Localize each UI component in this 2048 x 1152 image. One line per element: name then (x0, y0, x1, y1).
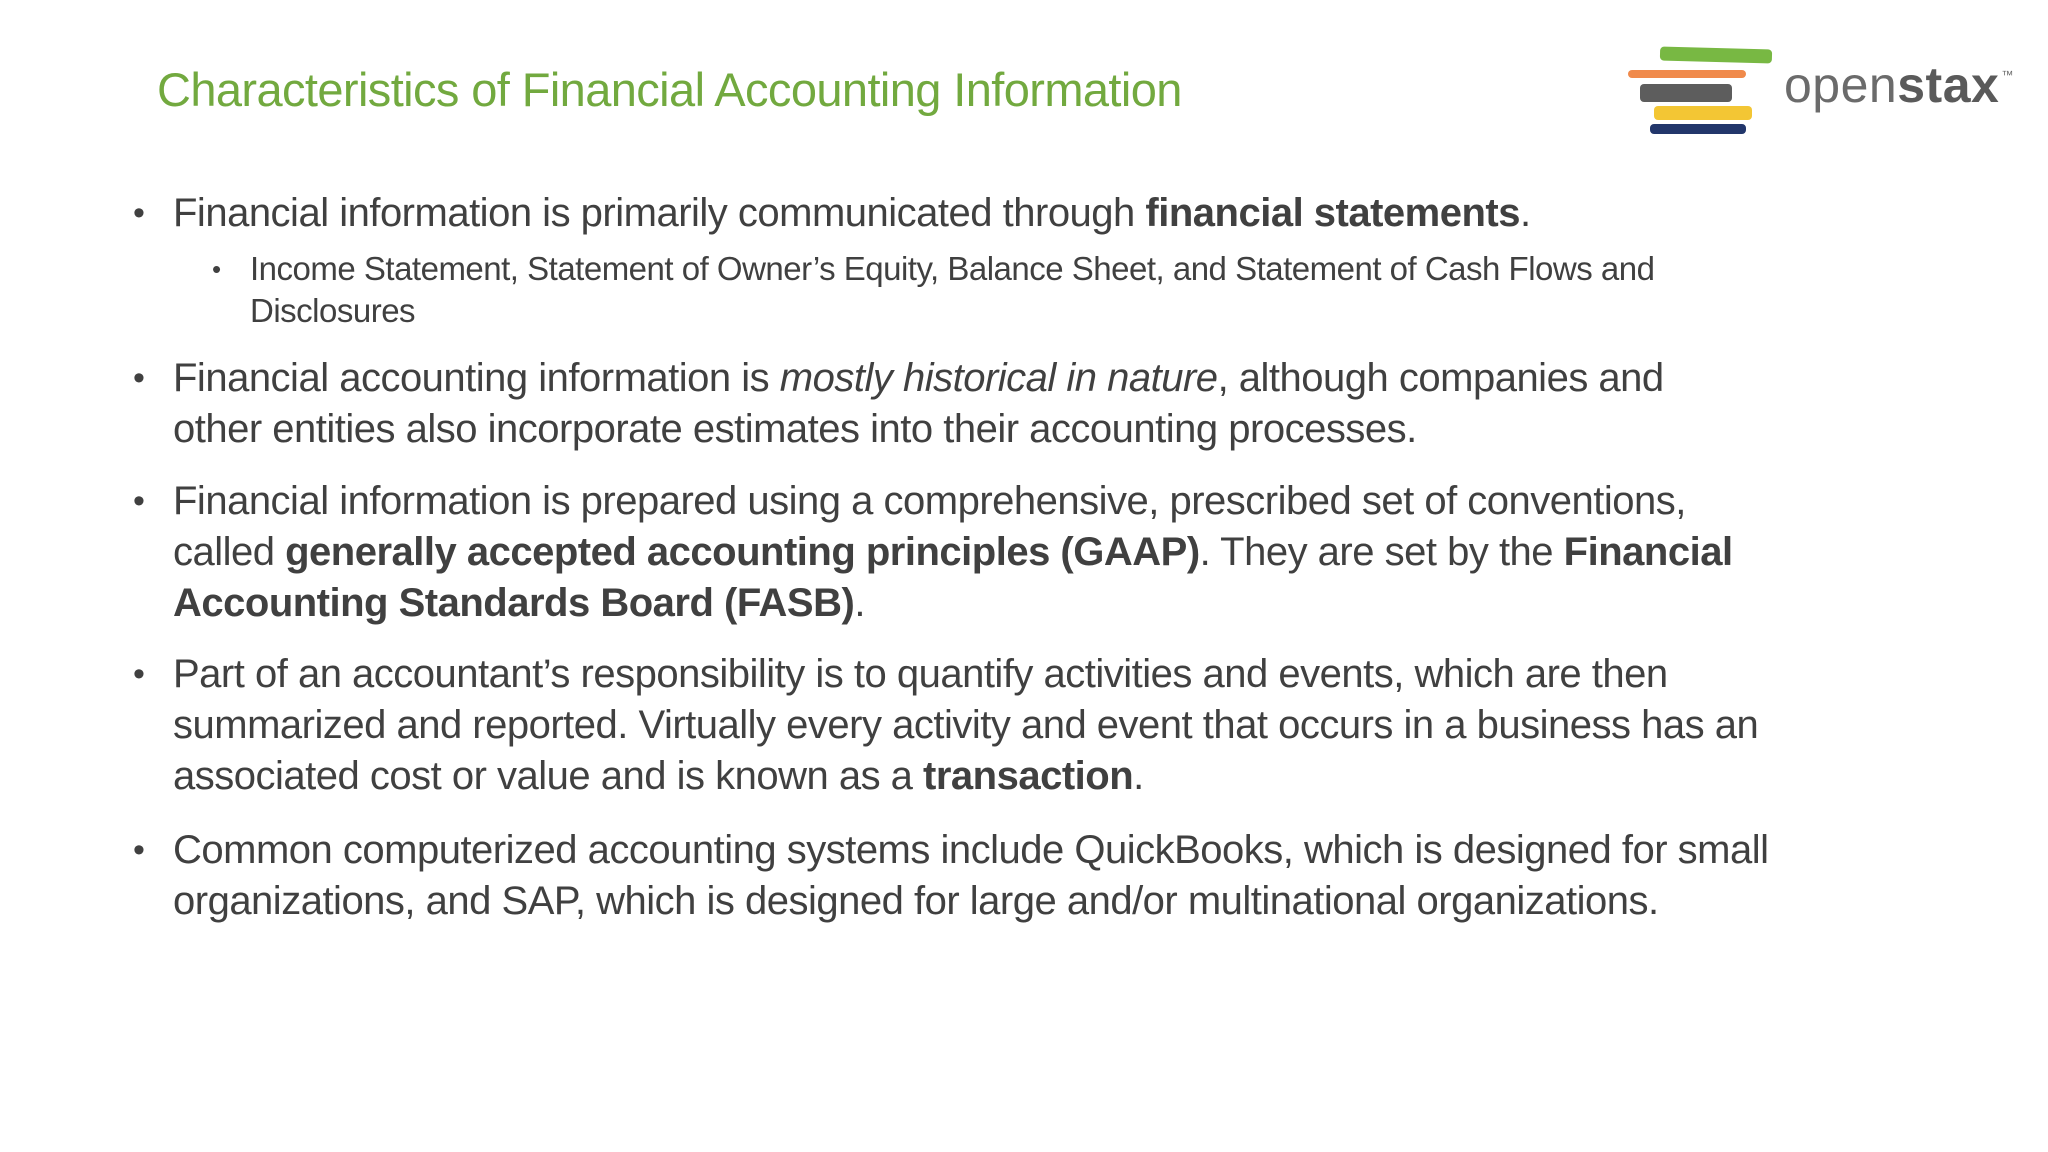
bullet-line (250, 248, 1810, 290)
text-run: organizations, and SAP, which is designed for large and/or multinational organizations. (173, 879, 1659, 923)
bullet-line (173, 876, 1933, 927)
slide-title: Characteristics of Financial Accounting Information (157, 63, 1182, 116)
bold-term: financial statements (1145, 191, 1520, 235)
text-run: . They are set by the (1199, 530, 1564, 574)
bullet-line (173, 825, 1933, 876)
text-run: Income Statement, Statement of Owner’s Equity, Balance Sheet, and Statement of Cash Flows and (250, 250, 1655, 287)
text-run: . (1520, 191, 1531, 235)
text-run: Financial information is primarily communicated through (173, 191, 1146, 235)
bold-term: generally accepted accounting principles (GAAP) (285, 530, 1200, 574)
logo-bar-yellow (1654, 106, 1752, 120)
bullet-item (133, 188, 1933, 239)
bullet-item (133, 825, 1933, 927)
logo-wordmark (1784, 56, 2014, 114)
text-run: Financial accounting information is (173, 356, 780, 400)
text-run: summarized and reported. Virtually every activity and event that occurs in a business has an (173, 703, 1759, 747)
bullet-item (133, 476, 1933, 629)
bullet-marker: • (133, 194, 145, 232)
text-run: Part of an accountant’s responsibility is to quantify activities and events, which are then (173, 652, 1668, 696)
logo-bar-gray (1640, 84, 1732, 102)
bullet-line (173, 476, 1933, 527)
bullet-marker: • (212, 254, 221, 284)
bullet-item (133, 649, 1933, 802)
bullet-marker: • (133, 831, 145, 869)
logo-text-stax: stax (1897, 57, 2000, 113)
bold-term: Financial (1563, 530, 1733, 574)
bullet-line (250, 290, 1810, 332)
bullet-marker: • (133, 482, 145, 520)
bullet-marker: • (133, 655, 145, 693)
text-run: , although companies and (1217, 356, 1664, 400)
text-run: Financial information is prepared using a comprehensive, prescribed set of conventions, (173, 479, 1686, 523)
bullet-line (173, 353, 1933, 404)
logo-text-open: open (1784, 57, 1898, 113)
text-run: associated cost or value and is known as a (173, 754, 924, 798)
text-run: Common computerized accounting systems include QuickBooks, which is designed for small (173, 828, 1769, 872)
logo-bar-navy (1650, 124, 1746, 134)
bullet-item (133, 353, 1933, 455)
text-run: . (854, 581, 865, 625)
text-run: called (173, 530, 286, 574)
text-run: other entities also incorporate estimates into their accounting processes. (173, 407, 1417, 451)
italic-phrase: mostly historical in nature (779, 356, 1218, 400)
bold-term: Accounting Standards Board (FASB) (173, 581, 855, 625)
bullet-line (173, 404, 1933, 455)
bullet-marker: • (133, 359, 145, 397)
bullet-line (173, 700, 1933, 751)
bullet-line (173, 188, 1933, 239)
openstax-logo (1628, 46, 2014, 136)
bullet-line (173, 578, 1933, 629)
bullet-line (173, 649, 1933, 700)
bullet-line (173, 751, 1933, 802)
bold-term: transaction (923, 754, 1134, 798)
logo-bar-green (1660, 47, 1772, 64)
logo-bar-orange (1628, 70, 1746, 78)
bullet-line (173, 527, 1933, 578)
logo-trademark: ™ (2001, 68, 2014, 82)
sub-bullet-item (212, 248, 1810, 332)
text-run: . (1133, 754, 1144, 798)
text-run: Disclosures (250, 292, 416, 329)
